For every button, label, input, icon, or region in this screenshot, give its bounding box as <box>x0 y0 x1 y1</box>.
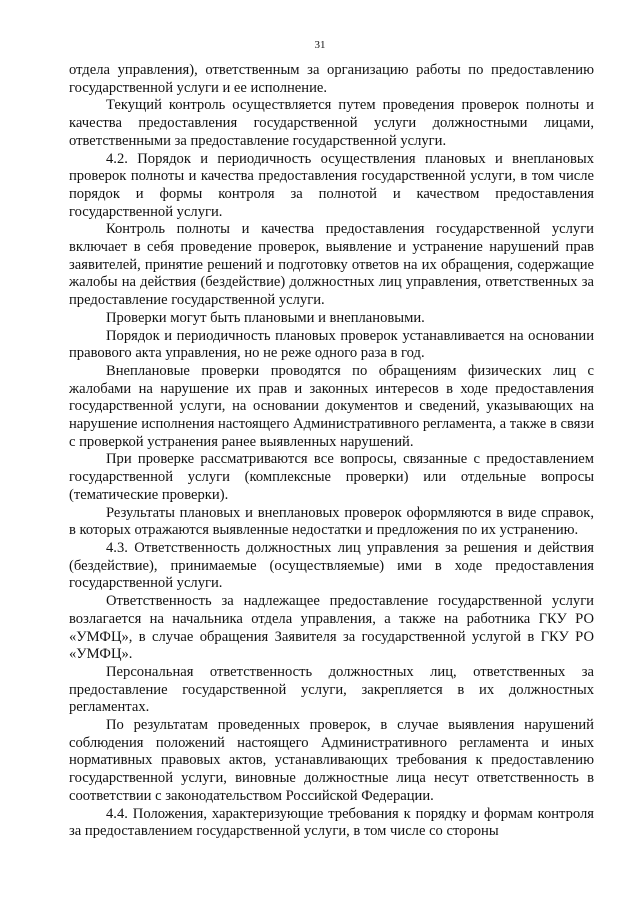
paragraph-violations-liability: По результатам проведенных проверок, в случае выявления нарушений соблюдения положений настоящего Административного регламента и иных нормативных правовых актов, устанавливающих требования к предоставлению государственной услуги, виновные должностные лица несут ответственность в соответствии с законодательством Российской Федерации. <box>69 717 594 804</box>
paragraph-section-4-2-heading: 4.2. Порядок и периодичность осуществления плановых и внеплановых проверок полноты и качества предоставления государственной услуги, в том числе порядок и формы контроля за полнотой и качеством предоставления государственной услуги. <box>69 150 594 220</box>
paragraph-planned-inspections: Порядок и периодичность плановых проверок устанавливается на основании правового акта управления, но не реже одного раза в год. <box>69 327 594 362</box>
paragraph-personal-responsibility: Персональная ответственность должностных лиц, ответственных за предоставление государственной услуги, закрепляется в их должностных регламентах. <box>69 663 594 716</box>
paragraph-responsibility: Ответственность за надлежащее предоставление государственной услуги возлагается на начальника отдела управления, а также на работника ГКУ РО «УМФЦ», в случае обращения Заявителя за государственной услугой в ГКУ РО «УМФЦ». <box>69 593 594 663</box>
paragraph-current-control: Текущий контроль осуществляется путем проведения проверок полноты и качества предоставления государственной услуги должностными лицами, ответственными за предоставление государственной услуги. <box>69 97 594 149</box>
paragraph-inspection-results: Результаты плановых и внеплановых проверок оформляются в виде справок, в которых отражаются выявленные недостатки и предложения по их устранению. <box>69 504 594 539</box>
paragraph-quality-control: Контроль полноты и качества предоставления государственной услуги включает в себя проведение проверок, выявление и устранение нарушений прав заявителей, принятие решений и подготовку ответов на их обращения, содержащие жалобы на действия (бездействие) должностных лиц управления, ответственных за предоставление государственной услуги. <box>69 221 594 309</box>
paragraph-inspection-scope: При проверке рассматриваются все вопросы, связанные с предоставлением государственной услуги (комплексные проверки) или отдельные вопросы (тематические проверки). <box>69 451 594 503</box>
paragraph-continuation: отдела управления), ответственным за организацию работы по предоставлению государственной услуги и ее исполнение. <box>69 62 594 96</box>
paragraph-section-4-4-heading: 4.4. Положения, характеризующие требования к порядку и формам контроля за предоставлением государственной услуги, в том числе со стороны <box>69 805 594 840</box>
paragraph-section-4-3-heading: 4.3. Ответственность должностных лиц управления за решения и действия (бездействие), принимаемые (осуществляемые) ими в ходе предоставления государственной услуги. <box>69 539 594 592</box>
document-body <box>69 62 594 841</box>
paragraph-unscheduled-inspections: Внеплановые проверки проводятся по обращениям физических лиц с жалобами на нарушение их прав и законных интересов в ходе предоставления государственной услуги, на основании документов и сведений, указывающих на нарушение исполнения настоящего Административного регламента, а также в связи с проверкой устранения ранее выявленных нарушений. <box>69 362 594 450</box>
page-number: 31 <box>314 39 326 51</box>
paragraph-inspection-types: Проверки могут быть плановыми и внеплановыми. <box>106 309 425 326</box>
